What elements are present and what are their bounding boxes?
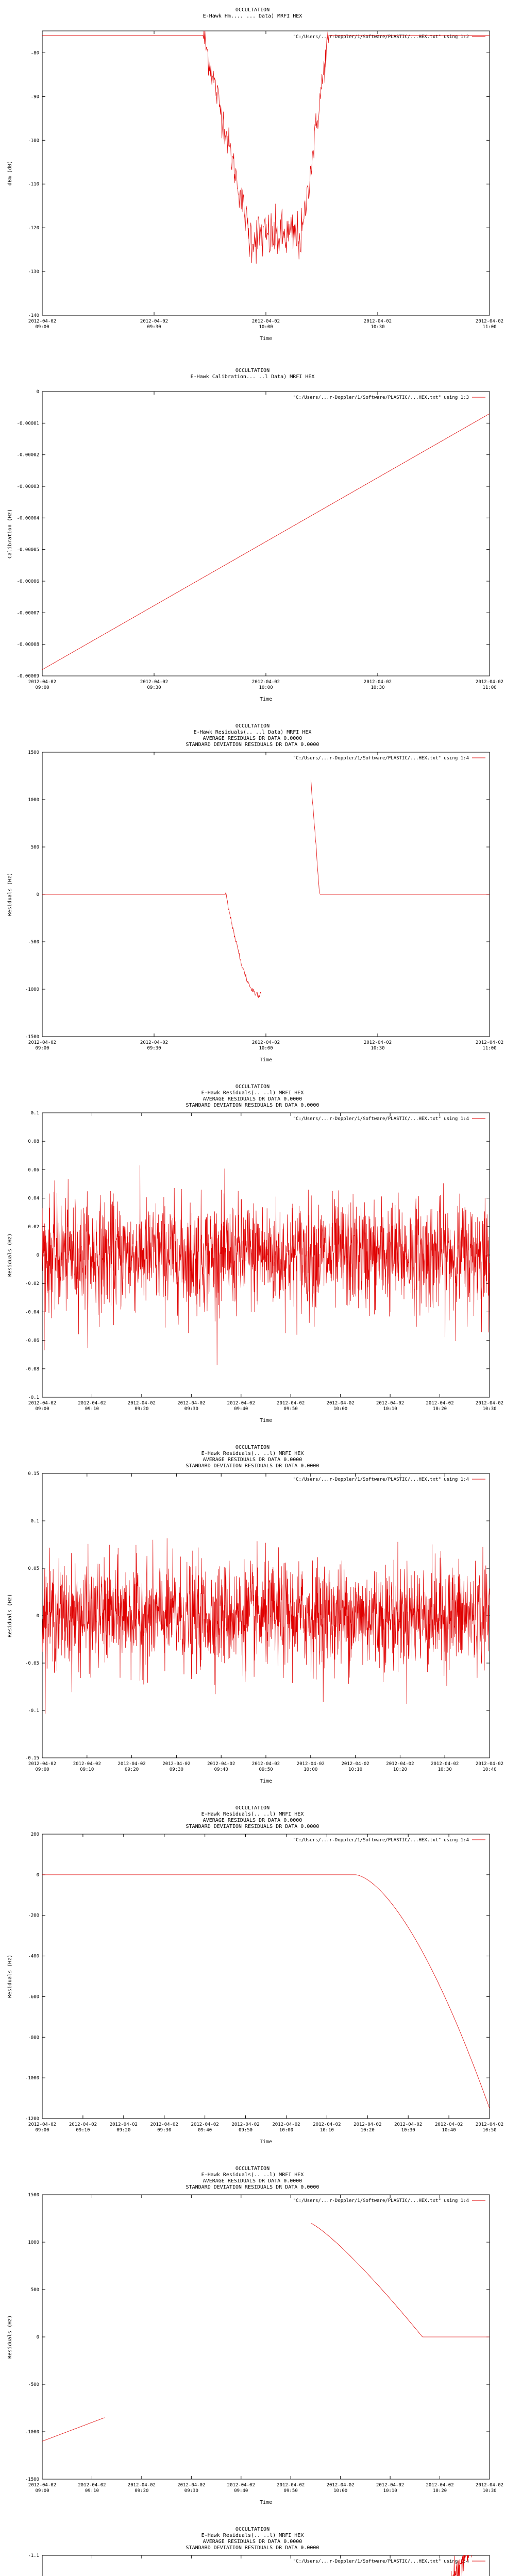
y-tick-label: 0 xyxy=(36,1614,39,1619)
x-tick-label: 2012-04-02 09:00 xyxy=(28,680,57,690)
legend-label: "C:/Users/...r-Doppler/1/Software/PLASTIC/...HEX.txt" using 1:4 xyxy=(293,1477,469,1482)
chart-title-line: OCCULTATION xyxy=(235,2527,270,2532)
series-line xyxy=(42,30,490,264)
x-tick-label: 2012-04-02 10:00 xyxy=(251,680,280,690)
y-tick-label: -200 xyxy=(28,1913,39,1919)
y-tick-label: -0.00009 xyxy=(16,674,39,679)
chart-title-line: E-Hawk Calibration... ..l Data) MRFI HEX xyxy=(190,374,315,380)
y-tick-label: 1000 xyxy=(28,798,39,803)
legend-label: "C:/Users/...r-Doppler/1/Software/PLASTIC/...HEX.txt" using 1:4 xyxy=(293,2198,469,2204)
y-tick-label: -1500 xyxy=(25,1035,39,1040)
chart-title-line: E-Hawk Residuals(.. ..l Data) MRFI HEX xyxy=(193,730,312,735)
chart-title-line: STANDARD DEVIATION RESIDUALS DR DATA 0.0000 xyxy=(186,2545,319,2551)
x-tick-label: 2012-04-02 09:40 xyxy=(207,1761,235,1772)
y-tick-label: -0.00002 xyxy=(16,452,39,458)
x-tick-label: 2012-04-02 09:00 xyxy=(28,2483,57,2494)
x-axis-title: Time xyxy=(259,2139,273,2145)
chart-title-line: E-Hawk Residuals(.. ..l) MRFI HEX xyxy=(201,1451,304,1456)
y-tick-label: -100 xyxy=(28,138,39,144)
y-axis-title: Residuals (Hz) xyxy=(7,2315,13,2359)
y-tick-label: 1500 xyxy=(28,750,39,755)
chart-panel xyxy=(0,1443,505,1803)
x-tick-label: 2012-04-02 09:10 xyxy=(78,2483,106,2494)
chart-title-line: OCCULTATION xyxy=(235,1084,270,1090)
chart-title-line: E-Hawk Residuals(.. ..l) MRFI HEX xyxy=(201,2172,304,2178)
y-tick-label: -110 xyxy=(28,182,39,188)
y-tick-label: 500 xyxy=(30,2287,39,2293)
x-tick-label: 2012-04-02 09:40 xyxy=(227,2483,255,2494)
chart-panel xyxy=(0,361,505,721)
plot-frame xyxy=(42,2555,490,2576)
y-tick-label: -0.1 xyxy=(28,1395,39,1400)
y-tick-label: -500 xyxy=(28,940,39,945)
chart-svg xyxy=(0,721,505,1082)
x-tick-label: 2012-04-02 09:30 xyxy=(140,1040,169,1051)
x-axis-title: Time xyxy=(259,2500,273,2505)
series-line xyxy=(42,414,490,670)
x-tick-label: 2012-04-02 10:10 xyxy=(376,2483,405,2494)
series-line xyxy=(42,892,261,998)
y-tick-label: -0.00003 xyxy=(16,484,39,489)
x-tick-label: 2012-04-02 10:30 xyxy=(363,319,392,330)
chart-title-line: OCCULTATION xyxy=(235,1445,270,1450)
y-axis-title: Residuals (Hz) xyxy=(7,1233,13,1277)
x-tick-label: 2012-04-02 10:20 xyxy=(386,1761,414,1772)
y-tick-label: -80 xyxy=(30,50,39,56)
y-tick-label: 0.1 xyxy=(30,1519,39,1524)
y-tick-label: -0.06 xyxy=(25,1338,39,1344)
x-tick-label: 2012-04-02 10:00 xyxy=(326,2483,355,2494)
chart-title-line: E-Hawk Residuals(.. ..l) MRFI HEX xyxy=(201,2533,304,2538)
chart-title-line: STANDARD DEVIATION RESIDUALS DR DATA 0.0000 xyxy=(186,742,319,748)
series-line xyxy=(42,1538,490,1714)
x-tick-label: 2012-04-02 10:30 xyxy=(363,680,392,690)
x-tick-label: 2012-04-02 09:40 xyxy=(191,2122,219,2133)
x-tick-label: 2012-04-02 09:00 xyxy=(28,1040,57,1051)
plot-frame xyxy=(42,31,490,315)
x-tick-label: 2012-04-02 10:20 xyxy=(426,2483,454,2494)
y-tick-label: -500 xyxy=(28,2382,39,2387)
x-tick-label: 2012-04-02 10:10 xyxy=(313,2122,341,2133)
y-tick-label: 0 xyxy=(36,2335,39,2340)
y-tick-label: -1000 xyxy=(25,2076,39,2081)
y-tick-label: 0 xyxy=(36,389,39,395)
y-tick-label: -0.05 xyxy=(25,1661,39,1666)
x-tick-label: 2012-04-02 09:30 xyxy=(150,2122,178,2133)
y-tick-label: -0.04 xyxy=(25,1310,39,1315)
chart-title-line: AVERAGE RESIDUALS DR DATA 0.0000 xyxy=(203,2178,302,2184)
chart-panel xyxy=(0,0,505,361)
x-tick-label: 2012-04-02 10:00 xyxy=(296,1761,325,1772)
chart-title-line: AVERAGE RESIDUALS DR DATA 0.0000 xyxy=(203,1096,302,1102)
x-tick-label: 2012-04-02 09:30 xyxy=(140,319,169,330)
x-axis-title: Time xyxy=(259,1057,273,1063)
chart-svg xyxy=(0,0,505,361)
series-line xyxy=(311,780,319,894)
y-axis-title: dBm (dB) xyxy=(7,160,13,186)
y-tick-label: -90 xyxy=(30,94,39,100)
y-tick-label: -140 xyxy=(28,313,39,318)
x-tick-label: 2012-04-02 09:30 xyxy=(140,680,169,690)
x-tick-label: 2012-04-02 09:30 xyxy=(177,2483,206,2494)
chart-svg xyxy=(0,2164,505,2524)
x-tick-label: 2012-04-02 10:00 xyxy=(272,2122,300,2133)
x-tick-label: 2012-04-02 10:00 xyxy=(251,1040,280,1051)
x-tick-label: 2012-04-02 09:30 xyxy=(162,1761,191,1772)
y-axis-title: Residuals (Hz) xyxy=(7,1954,13,1998)
y-tick-label: 0 xyxy=(36,1253,39,1258)
x-tick-label: 2012-04-02 09:30 xyxy=(177,1401,206,1412)
legend-label: "C:/Users/...r-Doppler/1/Software/PLASTIC/...HEX.txt" using 1:4 xyxy=(293,1116,469,1122)
x-tick-label: 2012-04-02 09:50 xyxy=(277,1401,305,1412)
x-tick-label: 2012-04-02 10:30 xyxy=(475,1401,504,1412)
series-line xyxy=(42,1875,490,2108)
y-tick-label: -0.00006 xyxy=(16,579,39,584)
x-tick-label: 2012-04-02 10:40 xyxy=(475,1761,504,1772)
y-tick-label: -0.1 xyxy=(28,1708,39,1714)
y-tick-label: -0.00001 xyxy=(16,421,39,427)
chart-svg xyxy=(0,2524,505,2576)
x-tick-label: 2012-04-02 11:00 xyxy=(475,1040,504,1051)
chart-title-line: E-Hawk Residuals(.. ..l) MRFI HEX xyxy=(201,1090,304,1096)
y-tick-label: 200 xyxy=(30,1832,39,1837)
x-tick-label: 2012-04-02 09:50 xyxy=(231,2122,260,2133)
y-tick-label: -0.00007 xyxy=(16,611,39,616)
y-tick-label: -0.02 xyxy=(25,1281,39,1287)
chart-title-line: STANDARD DEVIATION RESIDUALS DR DATA 0.0000 xyxy=(186,2184,319,2190)
series-line xyxy=(42,2418,105,2442)
y-tick-label: 0 xyxy=(36,892,39,897)
chart-title-line: STANDARD DEVIATION RESIDUALS DR DATA 0.0000 xyxy=(186,1103,319,1108)
x-tick-label: 2012-04-02 09:10 xyxy=(73,1761,101,1772)
chart-panel xyxy=(0,2524,505,2576)
y-tick-label: 0.06 xyxy=(28,1167,39,1173)
x-tick-label: 2012-04-02 09:40 xyxy=(227,1401,255,1412)
chart-svg xyxy=(0,361,505,721)
chart-svg xyxy=(0,1082,505,1443)
x-tick-label: 2012-04-02 11:00 xyxy=(475,680,504,690)
legend-label: "C:/Users/...r-Doppler/1/Software/PLASTIC/...HEX.txt" using 1:4 xyxy=(293,1838,469,1843)
y-tick-label: 0.04 xyxy=(28,1196,39,1201)
y-tick-label: 0.02 xyxy=(28,1224,39,1230)
y-tick-label: 500 xyxy=(30,845,39,850)
x-tick-label: 2012-04-02 09:00 xyxy=(28,319,57,330)
x-tick-label: 2012-04-02 10:30 xyxy=(431,1761,459,1772)
x-tick-label: 2012-04-02 09:10 xyxy=(69,2122,97,2133)
y-tick-label: 1000 xyxy=(28,2240,39,2245)
y-tick-label: -1000 xyxy=(25,2430,39,2435)
y-tick-label: -600 xyxy=(28,1994,39,2000)
y-tick-label: -0.15 xyxy=(25,1756,39,1761)
chart-title-line: E-Hawk Residuals(.. ..l) MRFI HEX xyxy=(201,1811,304,1817)
legend-label: "C:/Users/...r-Doppler/1/Software/PLASTIC/...HEX.txt" using 1:4 xyxy=(293,756,469,761)
y-tick-label: -120 xyxy=(28,226,39,231)
x-axis-title: Time xyxy=(259,1418,273,1423)
chart-title-line: AVERAGE RESIDUALS DR DATA 0.0000 xyxy=(203,736,302,741)
series-line xyxy=(42,1165,490,1365)
y-tick-label: -1.1 xyxy=(28,2553,39,2558)
chart-panel xyxy=(0,1803,505,2164)
chart-title-line: E-Hawk Hm.... ... Data) MRFI HEX xyxy=(203,13,302,19)
x-tick-label: 2012-04-02 09:00 xyxy=(28,1761,57,1772)
chart-title-line: OCCULTATION xyxy=(235,368,270,374)
y-axis-title: Residuals (Hz) xyxy=(7,1594,13,1638)
x-axis-title: Time xyxy=(259,1778,273,1784)
chart-svg xyxy=(0,1803,505,2164)
x-tick-label: 2012-04-02 09:50 xyxy=(251,1761,280,1772)
chart-title-line: STANDARD DEVIATION RESIDUALS DR DATA 0.0000 xyxy=(186,1463,319,1469)
x-tick-label: 2012-04-02 10:30 xyxy=(475,2483,504,2494)
x-tick-label: 2012-04-02 10:30 xyxy=(394,2122,423,2133)
chart-title-line: OCCULTATION xyxy=(235,2166,270,2172)
chart-panel xyxy=(0,721,505,1082)
x-tick-label: 2012-04-02 09:00 xyxy=(28,1401,57,1412)
x-tick-label: 2012-04-02 10:10 xyxy=(376,1401,405,1412)
chart-title-line: OCCULTATION xyxy=(235,7,270,13)
chart-title-line: AVERAGE RESIDUALS DR DATA 0.0000 xyxy=(203,1818,302,1823)
y-tick-label: -0.00004 xyxy=(16,516,39,521)
legend-label: "C:/Users/...r-Doppler/1/Software/PLASTIC/...HEX.txt" using 1:4 xyxy=(293,2559,469,2564)
chart-panel xyxy=(0,2164,505,2524)
chart-title-line: AVERAGE RESIDUALS DR DATA 0.0000 xyxy=(203,2539,302,2545)
y-tick-label: 0.08 xyxy=(28,1139,39,1145)
y-tick-label: 0.05 xyxy=(28,1566,39,1571)
y-tick-label: -0.00005 xyxy=(16,547,39,553)
y-tick-label: 0.15 xyxy=(28,1471,39,1477)
y-axis-title: Residuals (Hz) xyxy=(7,872,13,917)
y-tick-label: -1200 xyxy=(25,2116,39,2122)
y-tick-label: -800 xyxy=(28,2035,39,2041)
y-tick-label: -1500 xyxy=(25,2477,39,2482)
y-tick-label: 0 xyxy=(36,1872,39,1878)
x-axis-title: Time xyxy=(259,336,273,342)
x-tick-label: 2012-04-02 10:50 xyxy=(475,2122,504,2133)
x-tick-label: 2012-04-02 09:20 xyxy=(127,1401,156,1412)
y-tick-label: -1000 xyxy=(25,987,39,992)
chart-title-line: AVERAGE RESIDUALS DR DATA 0.0000 xyxy=(203,1457,302,1463)
y-axis-title: Calibration (Hz) xyxy=(7,509,13,559)
x-tick-label: 2012-04-02 10:20 xyxy=(354,2122,382,2133)
x-tick-label: 2012-04-02 09:20 xyxy=(109,2122,138,2133)
chart-title-line: OCCULTATION xyxy=(235,723,270,729)
x-tick-label: 2012-04-02 11:00 xyxy=(475,319,504,330)
legend-label: "C:/Users/...r-Doppler/1/Software/PLASTIC/...HEX.txt" using 1:3 xyxy=(293,395,469,400)
x-tick-label: 2012-04-02 10:20 xyxy=(426,1401,454,1412)
x-tick-label: 2012-04-02 10:30 xyxy=(363,1040,392,1051)
chart-svg xyxy=(0,1443,505,1803)
x-tick-label: 2012-04-02 09:20 xyxy=(117,1761,146,1772)
y-tick-label: 1500 xyxy=(28,2193,39,2198)
chart-panel xyxy=(0,1082,505,1443)
plot-frame xyxy=(42,1834,490,2119)
y-tick-label: -400 xyxy=(28,1954,39,1959)
y-tick-label: -0.08 xyxy=(25,1366,39,1372)
chart-title-line: OCCULTATION xyxy=(235,1805,270,1811)
y-tick-label: -0.00008 xyxy=(16,642,39,648)
y-tick-label: -130 xyxy=(28,269,39,275)
x-tick-label: 2012-04-02 10:00 xyxy=(251,319,280,330)
series-line xyxy=(311,2223,490,2337)
plot-frame xyxy=(42,392,490,676)
x-tick-label: 2012-04-02 09:00 xyxy=(28,2122,57,2133)
x-tick-label: 2012-04-02 10:10 xyxy=(341,1761,369,1772)
x-tick-label: 2012-04-02 10:40 xyxy=(434,2122,463,2133)
x-tick-label: 2012-04-02 10:00 xyxy=(326,1401,355,1412)
x-tick-label: 2012-04-02 09:10 xyxy=(78,1401,106,1412)
x-axis-title: Time xyxy=(259,697,273,702)
x-tick-label: 2012-04-02 09:50 xyxy=(277,2483,305,2494)
chart-title-line: STANDARD DEVIATION RESIDUALS DR DATA 0.0000 xyxy=(186,1824,319,1829)
legend-label: "C:/Users/...r-Doppler/1/Software/PLASTIC/...HEX.txt" using 1:2 xyxy=(293,35,469,40)
x-tick-label: 2012-04-02 09:20 xyxy=(127,2483,156,2494)
y-tick-label: 0.1 xyxy=(30,1111,39,1116)
